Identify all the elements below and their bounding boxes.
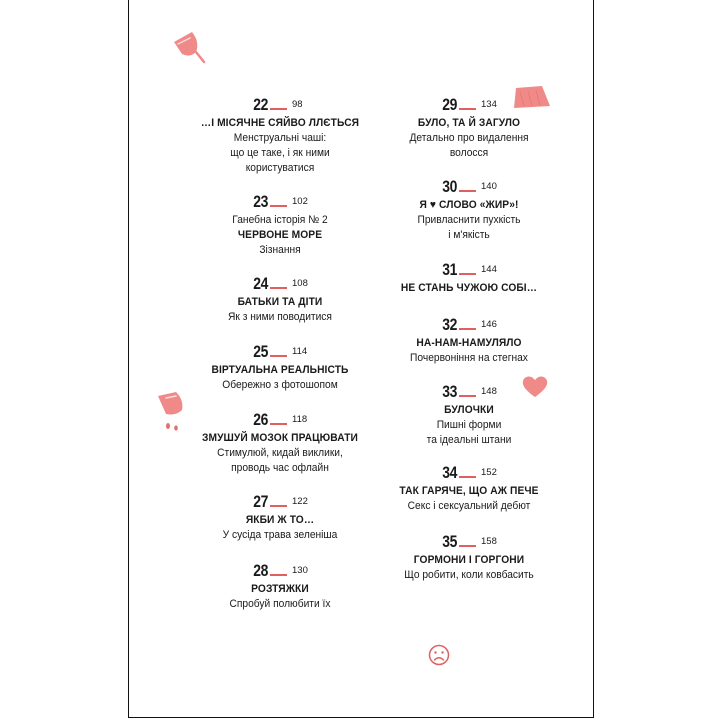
- toc-entry: [369, 316, 569, 366]
- chapter-number: 27: [253, 492, 268, 511]
- chapter-pretitle: Ганебна історія № 2: [232, 214, 328, 226]
- chapter-subtitle: Стимулюй, кидай виклики,: [217, 447, 343, 459]
- chapter-number: 29: [442, 95, 457, 114]
- page-number: 148: [481, 386, 497, 397]
- chapter-number: 25: [253, 342, 268, 361]
- page-number: 134: [481, 99, 497, 110]
- toc-entry: [180, 493, 380, 543]
- chapter-subtitle: Детально про видалення: [409, 132, 529, 144]
- chapter-title: ЗМУШУЙ МОЗОК ПРАЦЮВАТИ: [201, 432, 359, 444]
- chapter-title: …І МІСЯЧНЕ СЯЙВО ЛЛЄТЬСЯ: [200, 117, 360, 129]
- page-number: 118: [292, 414, 308, 425]
- toc-entry: [180, 562, 380, 612]
- chapter-number: 22: [253, 95, 268, 114]
- chapter-title: БАТЬКИ ТА ДІТИ: [237, 296, 323, 308]
- chapter-subtitle: користуватися: [245, 162, 315, 174]
- chapter-subtitle: Секс і сексуальний дебют: [407, 500, 531, 512]
- chapter-title: ЯКБИ Ж ТО…: [245, 514, 315, 526]
- number-dash: [270, 574, 287, 576]
- menstrual-cup-icon: [170, 28, 212, 66]
- chapter-number: 34: [442, 463, 457, 482]
- dripping-cup-icon: [156, 390, 188, 434]
- page-number: 114: [292, 346, 308, 357]
- page-number: 144: [481, 264, 497, 275]
- heart-icon: [521, 375, 549, 399]
- chapter-number: 33: [442, 382, 457, 401]
- chapter-title: Я ♥ СЛОВО «ЖИР»!: [419, 199, 519, 211]
- chapter-title: РОЗТЯЖКИ: [251, 583, 309, 595]
- page-number: 146: [481, 319, 497, 330]
- number-dash: [270, 423, 287, 425]
- page-number: 158: [481, 536, 497, 547]
- number-dash: [459, 395, 476, 397]
- chapter-title: НЕ СТАНЬ ЧУЖОЮ СОБІ…: [400, 282, 538, 294]
- chapter-subtitle: Обережно з фотошопом: [222, 379, 338, 391]
- number-dash: [270, 355, 287, 357]
- chapter-subtitle: та ідеальні штани: [426, 434, 512, 446]
- chapter-subtitle: У сусіда трава зеленіша: [222, 529, 338, 541]
- sad-face-icon: [428, 644, 450, 666]
- chapter-title: ЧЕРВОНЕ МОРЕ: [237, 229, 323, 241]
- toc-entry: [369, 178, 569, 243]
- number-dash: [270, 205, 287, 207]
- chapter-number: 35: [442, 532, 457, 551]
- toc-entry: [369, 261, 569, 296]
- chapter-title: ГОРМОНИ І ГОРГОНИ: [413, 554, 525, 566]
- chapter-subtitle: Спробуй полюбити їх: [229, 598, 331, 610]
- chapter-subtitle: Менструальні чаші:: [233, 132, 327, 144]
- page-number: 140: [481, 181, 497, 192]
- chapter-subtitle: Пишні форми: [436, 419, 502, 431]
- chapter-number: 26: [253, 410, 268, 429]
- chapter-title: БУЛОЧКИ: [444, 404, 494, 416]
- chapter-number: 28: [253, 561, 268, 580]
- chapter-title: НА-НАМ-НАМУЛЯЛО: [416, 337, 522, 349]
- chapter-number: 30: [442, 177, 457, 196]
- number-dash: [270, 287, 287, 289]
- chapter-title: БУЛО, ТА Й ЗАГУЛО: [417, 117, 521, 129]
- chapter-subtitle: Як з ними поводитися: [228, 311, 332, 323]
- toc-entry: [369, 464, 569, 514]
- number-dash: [459, 545, 476, 547]
- toc-entry: [180, 193, 380, 258]
- toc-entry: [180, 343, 380, 393]
- number-dash: [270, 108, 287, 110]
- chapter-title: ТАК ГАРЯЧЕ, ЩО АЖ ПЕЧЕ: [399, 485, 539, 497]
- number-dash: [270, 505, 287, 507]
- chapter-title: ВІРТУАЛЬНА РЕАЛЬНІСТЬ: [211, 364, 349, 376]
- chapter-subtitle: проводь час офлайн: [231, 462, 329, 474]
- toc-entry: [369, 533, 569, 583]
- number-dash: [459, 190, 476, 192]
- page-number: 130: [292, 565, 308, 576]
- page-number: 122: [292, 496, 308, 507]
- number-dash: [459, 328, 476, 330]
- lipstick-icon: [512, 86, 552, 110]
- chapter-subtitle: що це таке, і як ними: [230, 147, 330, 159]
- chapter-subtitle: волосся: [449, 147, 489, 159]
- chapter-subtitle: Почервоніння на стегнах: [410, 352, 528, 364]
- chapter-subtitle: і м'якість: [448, 229, 490, 241]
- number-dash: [459, 476, 476, 478]
- chapter-number: 23: [253, 192, 268, 211]
- page-number: 152: [481, 467, 497, 478]
- page-number: 102: [292, 196, 308, 207]
- chapter-subtitle: Що робити, коли ковбасить: [404, 569, 534, 581]
- chapter-subtitle: Зізнання: [259, 244, 301, 256]
- toc-entry: [180, 411, 380, 476]
- chapter-number: 31: [442, 260, 457, 279]
- chapter-subtitle: Привласнити пухкість: [417, 214, 521, 226]
- chapter-number: 32: [442, 315, 457, 334]
- page-number: 108: [292, 278, 308, 289]
- chapter-number: 24: [253, 274, 268, 293]
- number-dash: [459, 108, 476, 110]
- toc-entry: [180, 96, 380, 176]
- page-number: 98: [292, 99, 303, 110]
- number-dash: [459, 273, 476, 275]
- toc-entry: [180, 275, 380, 325]
